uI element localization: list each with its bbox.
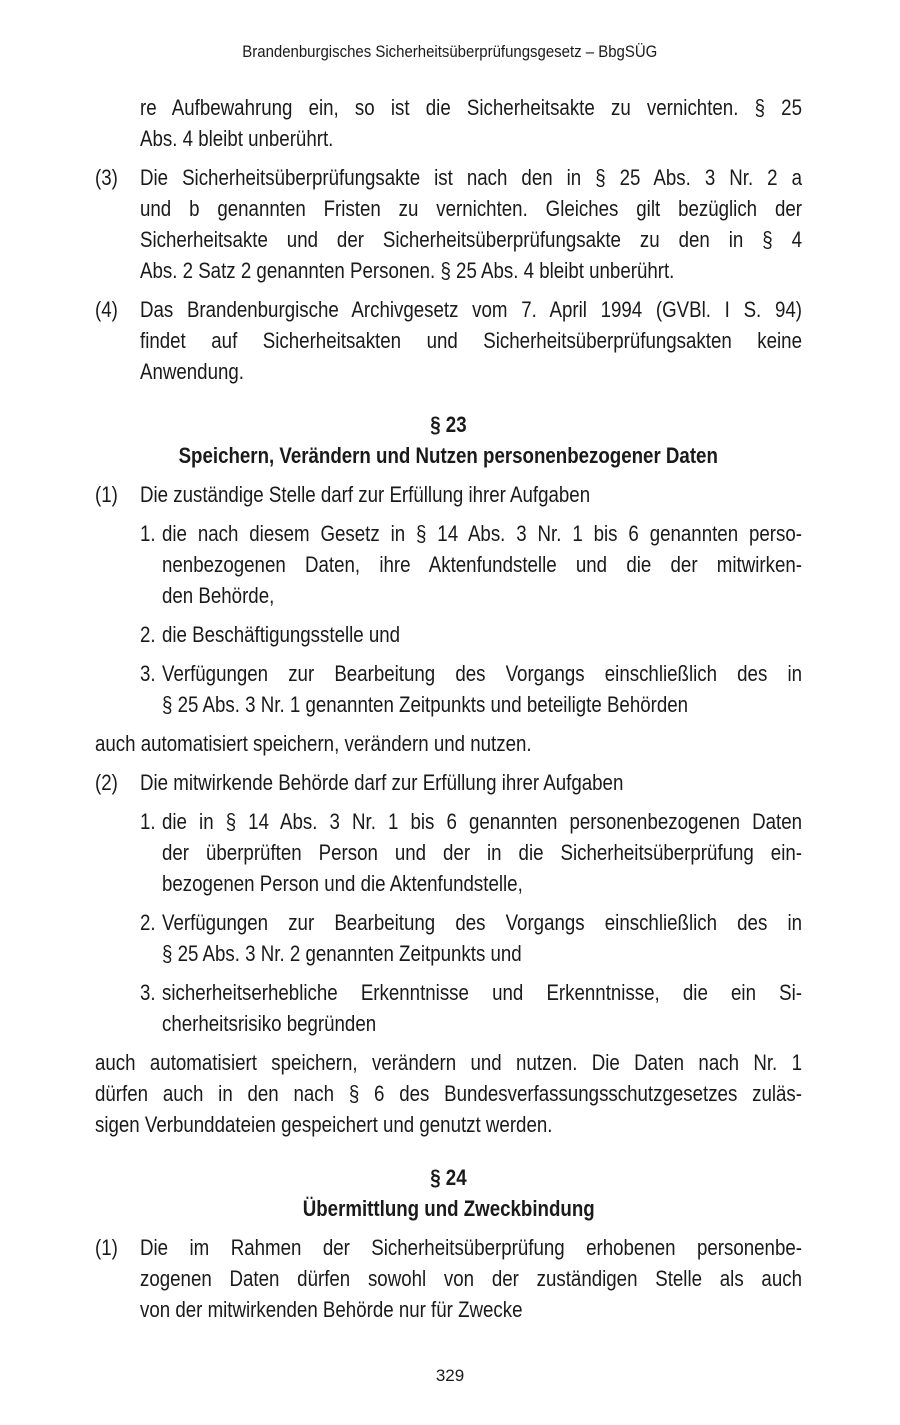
paragraph (95, 92, 802, 154)
paragraph (95, 162, 802, 286)
text-line: von der mitwirkenden Behörde nur für Zwecke (140, 1297, 523, 1322)
section-heading-text: § 23 (430, 412, 467, 437)
text-line: der überprüften Person und der in die Sicherheitsüberprüfung ein- (162, 840, 802, 865)
text-line: auch automatisiert speichern, verändern und nutzen. (95, 731, 532, 756)
paragraph (95, 1047, 802, 1140)
text-line: Sicherheitsakte und der Sicherheitsüberprüfungsakte zu den in § 4 (140, 227, 802, 252)
text-line: Die zuständige Stelle darf zur Erfüllung ihrer Aufgaben (140, 482, 591, 507)
text-line: die in § 14 Abs. 3 Nr. 1 bis 6 genannten personenbezogenen Daten (162, 809, 802, 834)
text-line: Abs. 4 bleibt unberührt. (140, 126, 334, 151)
text-line: § 25 Abs. 3 Nr. 2 genannten Zeitpunkts und (162, 941, 522, 966)
text-line: und b genannten Fristen zu vernichten. Gleiches gilt bezüglich der (140, 196, 802, 221)
text-line: zogenen Daten dürfen sowohl von der zuständigen Stelle als auch (140, 1266, 802, 1291)
section-heading (95, 409, 802, 440)
text-line: Verfügungen zur Bearbeitung des Vorgangs einschließlich des in (162, 910, 802, 935)
text-line: bezogenen Person und die Aktenfundstelle, (162, 871, 523, 896)
text-line: auch automatisiert speichern, verändern und nutzen. Die Daten nach Nr. 1 (95, 1050, 802, 1075)
text-line: Die mitwirkende Behörde darf zur Erfüllung ihrer Aufgaben (140, 770, 624, 795)
page-body (95, 92, 802, 1325)
text-line: dürfen auch in den nach § 6 des Bundesverfassungsschutzgesetzes zuläs- (95, 1081, 802, 1106)
text-line: re Aufbewahrung ein, so ist die Sicherheitsakte zu vernichten. § 25 (140, 95, 802, 120)
list-item-number: 1. (140, 521, 156, 546)
section-heading-text: Übermittlung und Zweckbindung (302, 1196, 595, 1221)
list-item-number: 3. (140, 661, 156, 686)
text-line: Die Sicherheitsüberprüfungsakte ist nach den in § 25 Abs. 3 Nr. 2 a (140, 165, 802, 190)
page-number: 329 (435, 1366, 465, 1385)
text-line: Anwendung. (140, 359, 244, 384)
paragraph (95, 728, 802, 759)
paragraph (95, 479, 802, 510)
text-line: den Behörde, (162, 583, 275, 608)
section-heading (95, 1193, 802, 1224)
text-line: die Beschäftigungsstelle und (162, 622, 401, 647)
list-item (95, 806, 802, 899)
list-item-number: 2. (140, 622, 156, 647)
paragraph-number: (1) (95, 482, 118, 507)
list-item-number: 1. (140, 809, 156, 834)
paragraph-number: (1) (95, 1235, 118, 1260)
running-header-text: Brandenburgisches Sicherheitsüberprüfungsgesetz – BbgSÜG (242, 42, 658, 61)
paragraph (95, 1232, 802, 1325)
section-heading-text: Speichern, Verändern und Nutzen personenbezogener Daten (178, 443, 719, 468)
list-item (95, 658, 802, 720)
section-heading (95, 440, 802, 471)
list-item (95, 619, 802, 650)
list-item (95, 977, 802, 1039)
text-line: cherheitsrisiko begründen (162, 1011, 377, 1036)
list-item (95, 907, 802, 969)
text-line: sicherheitserhebliche Erkenntnisse und Erkenntnisse, die ein Si- (162, 980, 802, 1005)
list-item (95, 518, 802, 611)
text-line: findet auf Sicherheitsakten und Sicherheitsüberprüfungsakten keine (140, 328, 802, 353)
section-heading (95, 1162, 802, 1193)
text-line: Das Brandenburgische Archivgesetz vom 7. April 1994 (GVBl. I S. 94) (140, 297, 802, 322)
paragraph-number: (4) (95, 297, 118, 322)
text-line: nenbezogenen Daten, ihre Aktenfundstelle und die der mitwirken- (162, 552, 802, 577)
text-line: Die im Rahmen der Sicherheitsüberprüfung erhobenen personenbe- (140, 1235, 802, 1260)
paragraph-number: (2) (95, 770, 118, 795)
text-line: die nach diesem Gesetz in § 14 Abs. 3 Nr. 1 bis 6 genannten perso- (162, 521, 802, 546)
text-line: § 25 Abs. 3 Nr. 1 genannten Zeitpunkts und beteiligte Behörden (162, 692, 689, 717)
section-heading-text: § 24 (430, 1165, 467, 1190)
list-item-number: 2. (140, 910, 156, 935)
text-line: Abs. 2 Satz 2 genannten Personen. § 25 Abs. 4 bleibt unberührt. (140, 258, 675, 283)
text-line: sigen Verbunddateien gespeichert und genutzt werden. (95, 1112, 553, 1137)
paragraph (95, 294, 802, 387)
paragraph-number: (3) (95, 165, 118, 190)
running-header (0, 42, 900, 62)
list-item-number: 3. (140, 980, 156, 1005)
paragraph (95, 767, 802, 798)
text-line: Verfügungen zur Bearbeitung des Vorgangs einschließlich des in (162, 661, 802, 686)
